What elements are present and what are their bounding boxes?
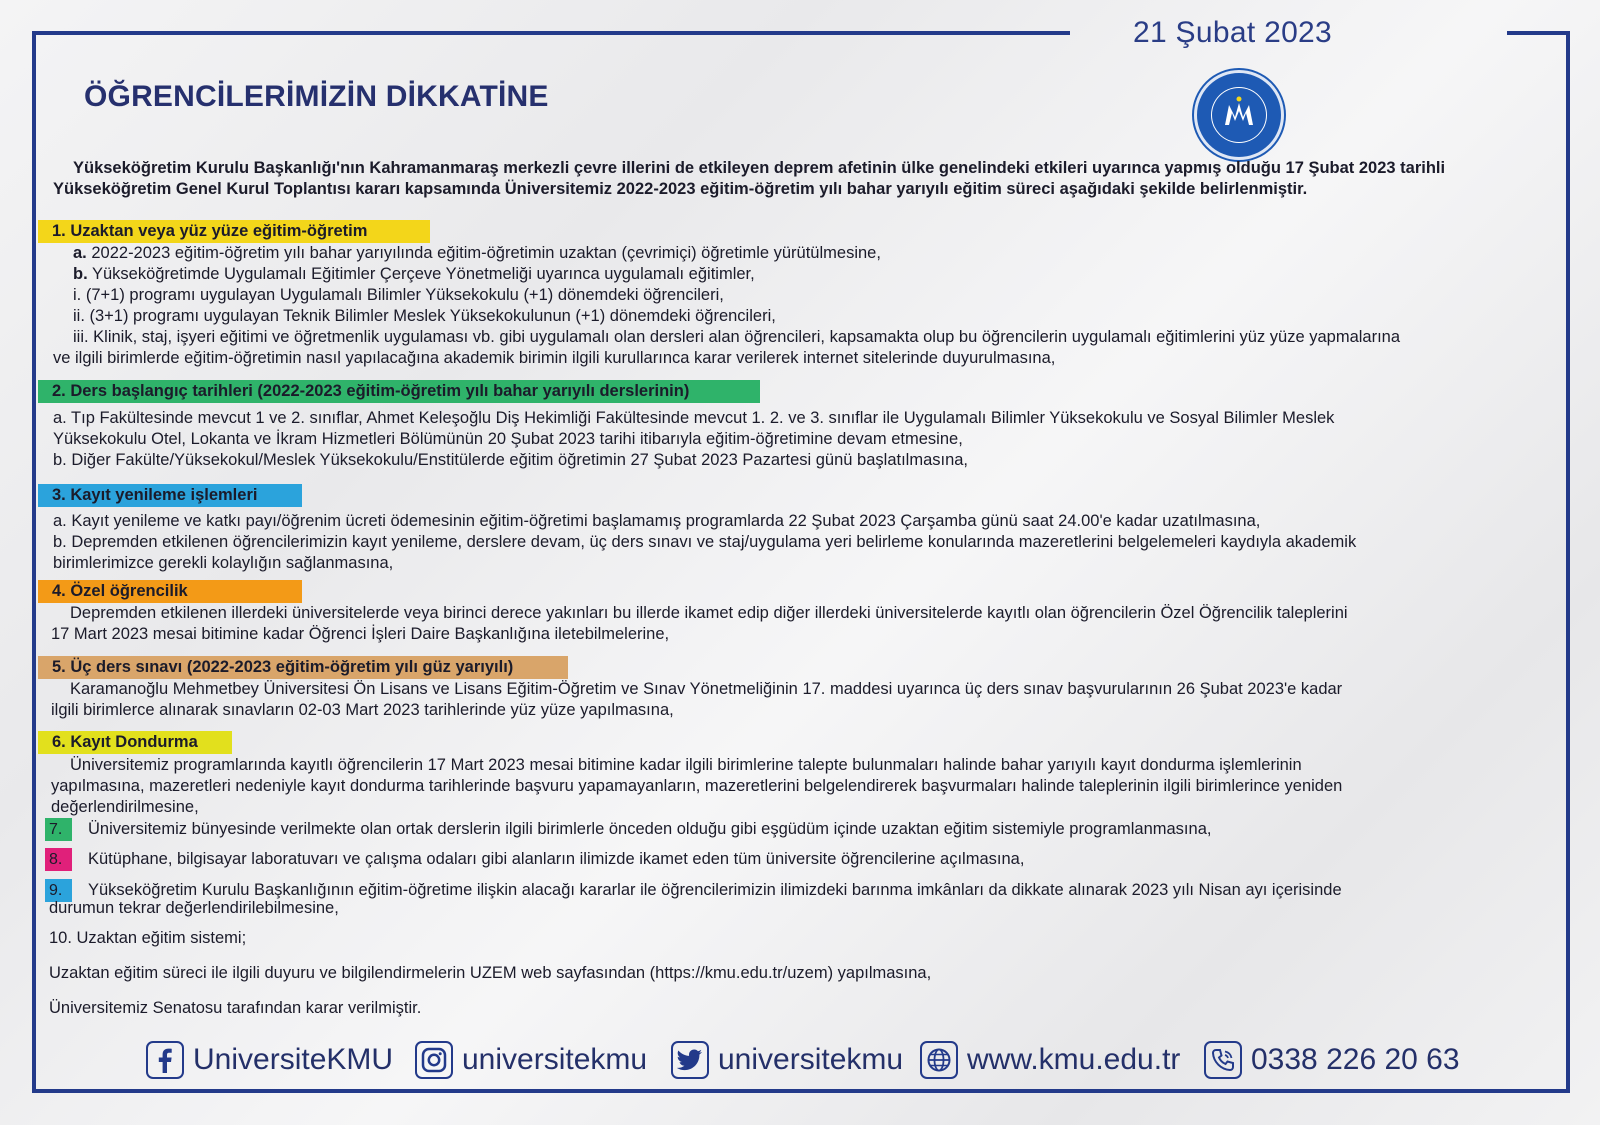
item-7-number: 7. bbox=[45, 818, 72, 841]
section-1-header: 1. Uzaktan veya yüz yüze eğitim-öğretim bbox=[38, 220, 430, 243]
frame-right bbox=[1566, 31, 1570, 1093]
section-6-line-1: Üniversitemiz programlarında kayıtlı öğrencilerin 17 Mart 2023 mesai bitimine kadar ilgili birimlerine talepte bulunmaları halinde bahar yarıyılı kayıt dondurma işlemlerinin bbox=[70, 756, 1302, 774]
footer-website-text: www.kmu.edu.tr bbox=[967, 1043, 1181, 1076]
twitter-icon bbox=[671, 1041, 709, 1079]
item-9-number: 9. bbox=[45, 879, 72, 902]
item-9-cont: durumun tekrar değerlendirilebilmesine, bbox=[49, 899, 339, 917]
footer-facebook[interactable] bbox=[146, 1037, 393, 1083]
item-7-text: Üniversitemiz bünyesinde verilmekte olan ortak derslerin ilgili birimlerle önceden olduğu gibi eşgüdüm içinde uzaktan eğitim sistemiyle programlanmasına, bbox=[88, 820, 1212, 838]
section-4-line-1: Depremden etkilenen illerdeki üniversitelerde veya birinci derece yakınları bu illerde ikamet edip diğer illerdeki üniversitelerde kayıtlı olan öğrencilerin Özel Öğrencilik taleplerini bbox=[70, 604, 1348, 622]
item-9-text: Yükseköğretim Kurulu Başkanlığının eğitim-öğretime ilişkin alacağı kararlar ile öğrencilerimizin ilimizdeki barınma imkânları da dikkate alınarak 2023 yılı Nisan ayı içerisinde bbox=[88, 881, 1342, 899]
section-1-item-i: i. (7+1) programı uygulayan Uygulamalı Bilimler Yüksekokulu (+1) dönemdeki öğrencileri, bbox=[73, 286, 724, 304]
section-2-line-2: Yüksekokulu Otel, Lokanta ve İkram Hizmetleri Bölümünün 20 Şubat 2023 tarihi itibarıyla eğitim-öğretimine devam etmesine, bbox=[53, 430, 963, 448]
item-10-text: Uzaktan eğitim süreci ile ilgili duyuru ve bilgilendirmelerin UZEM web sayfasından (https://kmu.edu.tr/uzem) yapılmasına, bbox=[49, 964, 932, 982]
date: 21 Şubat 2023 bbox=[1132, 16, 1333, 49]
frame-bottom bbox=[32, 1089, 1570, 1093]
section-4-header: 4. Özel öğrencilik bbox=[38, 580, 302, 603]
section-5-header: 5. Üç ders sınavı (2022-2023 eğitim-öğretim yılı güz yarıyılı) bbox=[38, 656, 568, 679]
footer-website[interactable] bbox=[920, 1037, 1180, 1083]
section-3-line-1: a. Kayıt yenileme ve katkı payı/öğrenim ücreti ödemesinin eğitim-öğretimi başlamamış programlarda 22 Şubat 2023 Çarşamba günü saat 24.00'e kadar uzatılmasına, bbox=[53, 512, 1261, 530]
footer-phone[interactable] bbox=[1204, 1037, 1460, 1083]
section-3-line-2: b. Depremden etkilenen öğrencilerimizin kayıt yenileme, derslere devam, üç ders sınavı ve staj/uygulama yeri belirleme konularında mazeretlerini belgelemeleri kaydıyla akademik bbox=[53, 533, 1357, 551]
footer-twitter-text: universitekmu bbox=[718, 1043, 904, 1076]
footer-phone-text: 0338 226 20 63 bbox=[1251, 1043, 1460, 1076]
frame-top-right bbox=[1507, 31, 1570, 35]
section-5-line-1: Karamanoğlu Mehmetbey Üniversitesi Ön Lisans ve Lisans Eğitim-Öğretim ve Sınav Yönetmeliğinin 17. maddesi uyarınca üç ders sınav başvurularının 26 Şubat 2023'e kadar bbox=[70, 680, 1343, 698]
section-6-line-3: değerlendirilmesine, bbox=[51, 798, 199, 816]
item-10-title: 10. Uzaktan eğitim sistemi; bbox=[49, 929, 247, 947]
globe-icon bbox=[920, 1041, 958, 1079]
section-1-item-a-text: 2022-2023 eğitim-öğretim yılı bahar yarıyılında eğitim-öğretimin uzaktan (çevrimiçi) öğretimle yürütülmesine, bbox=[91, 244, 881, 262]
section-3-header: 3. Kayıt yenileme işlemleri bbox=[38, 484, 302, 507]
intro-line-1: Yükseköğretim Kurulu Başkanlığı'nın Kahramanmaraş merkezli çevre illerini de etkileyen deprem afetinin ülke genelindeki etkileri uyarınca yapmış olduğu 17 Şubat 2023 tarihli bbox=[73, 159, 1446, 177]
item-8-number: 8. bbox=[45, 848, 72, 871]
section-1-item-b-label: b. bbox=[73, 265, 88, 283]
section-1-item-iii-cont: ve ilgili birimlerde eğitim-öğretimin nasıl yapılacağına akademik birimin ilgili kurullarınca karar verilerek internet sitelerinde duyurulmasına, bbox=[53, 349, 1056, 367]
section-1-item-b bbox=[73, 264, 755, 285]
footer-facebook-text: UniversiteKMU bbox=[193, 1043, 394, 1076]
footer-twitter[interactable] bbox=[671, 1037, 903, 1083]
section-1-item-a bbox=[73, 243, 881, 264]
closing-statement: Üniversitemiz Senatosu tarafından karar verilmiştir. bbox=[49, 999, 422, 1017]
page-heading: ÖĞRENCİLERİMİZİN DİKKATİNE bbox=[84, 80, 549, 113]
university-seal-logo bbox=[1194, 70, 1284, 160]
section-6-line-2: yapılmasına, mazeretleri nedeniyle kayıt dondurma tarihlerinde başvuru yapamayanların, mazeretlerini belgelendirerek başvurmaları halinde taleplerinin ilgili birimlerince yeniden bbox=[51, 777, 1343, 795]
phone-icon bbox=[1204, 1041, 1242, 1079]
frame-top-left bbox=[32, 31, 1070, 35]
intro-line-2: Yükseköğretim Genel Kurul Toplantısı kararı kapsamında Üniversitemiz 2022-2023 eğitim-öğretim yılı bahar yarıyılı eğitim süreci aşağıdaki şekilde belirlenmiştir. bbox=[53, 180, 1308, 198]
section-1-item-iii: iii. Klinik, staj, işyeri eğitimi ve öğretmenlik uygulaması vb. gibi uygulamalı olan dersleri alan öğrencileri, kapsamakta olup bu öğrencilerin uygulamalı eğitimlerini yüz yüze yapmalarına bbox=[73, 328, 1401, 346]
section-1-item-ii: ii. (3+1) programı uygulayan Teknik Bilimler Meslek Yüksekokulunun (+1) dönemdeki öğrencileri, bbox=[73, 307, 776, 325]
section-2-header: 2. Ders başlangıç tarihleri (2022-2023 eğitim-öğretim yılı bahar yarıyılı derslerinin) bbox=[38, 380, 760, 403]
section-2-line-3: b. Diğer Fakülte/Yüksekokul/Meslek Yüksekokulu/Enstitülerde eğitim öğretimin 27 Şubat 2023 Pazartesi günü başlatılmasına, bbox=[53, 451, 969, 469]
section-2-line-1: a. Tıp Fakültesinde mevcut 1 ve 2. sınıflar, Ahmet Keleşoğlu Diş Hekimliği Fakültesinde mevcut 1. 2. ve 3. sınıflar ile Uygulamalı Bilimler Yüksekokulu ve Sosyal Bilimler Meslek bbox=[53, 409, 1335, 427]
facebook-icon bbox=[146, 1041, 184, 1079]
section-4-line-2: 17 Mart 2023 mesai bitimine kadar Öğrenci İşleri Daire Başkanlığına iletebilmelerine, bbox=[51, 625, 670, 643]
section-5-line-2: ilgili birimlerce alınarak sınavların 02-03 Mart 2023 tarihlerinde yüz yüze yapılmasına, bbox=[51, 701, 674, 719]
section-6-header: 6. Kayıt Dondurma bbox=[38, 731, 232, 754]
footer-instagram[interactable] bbox=[415, 1037, 647, 1083]
instagram-icon bbox=[415, 1041, 453, 1079]
section-3-line-3: birimlerimizce gerekli kolaylığın sağlanmasına, bbox=[53, 554, 394, 572]
item-8-text: Kütüphane, bilgisayar laboratuvarı ve çalışma odaları gibi alanların ilimizde ikamet eden tüm üniversite öğrencilerine açılmasına, bbox=[88, 850, 1025, 868]
footer-instagram-text: universitekmu bbox=[462, 1043, 648, 1076]
section-1-item-a-label: a. bbox=[73, 244, 87, 262]
section-1-item-b-text: Yükseköğretimde Uygulamalı Eğitimler Çerçeve Yönetmeliği uyarınca uygulamalı eğitimler, bbox=[91, 265, 755, 283]
frame-left bbox=[32, 31, 36, 1093]
